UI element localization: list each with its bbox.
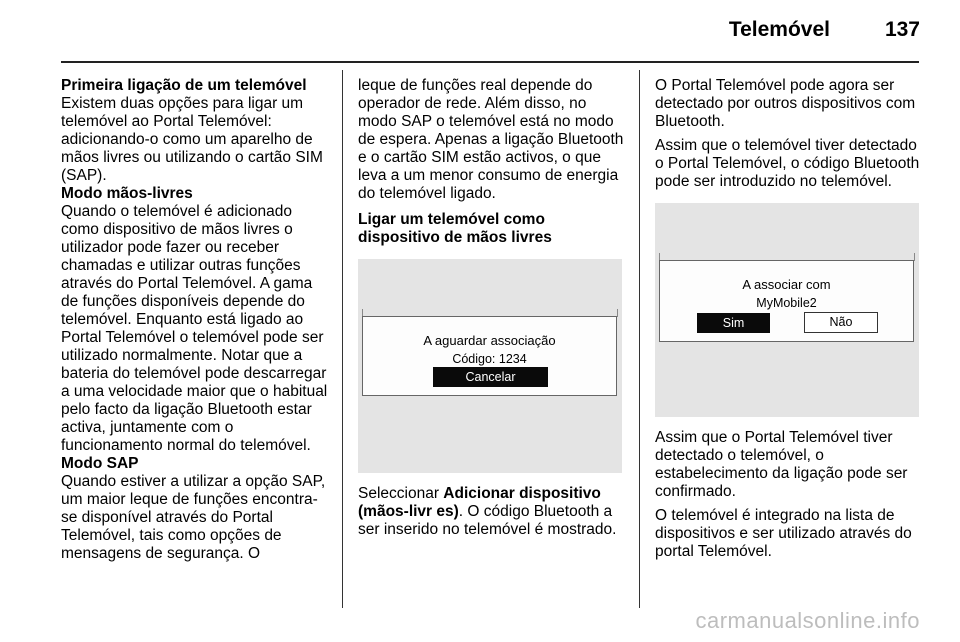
section-heading-sap-mode: Modo SAP bbox=[61, 455, 139, 472]
watermark: carmanualsonline.info bbox=[695, 608, 920, 633]
section-heading-connect-handsfree: Ligar um telemóvel como dispositivo de mãos livres bbox=[358, 211, 552, 246]
column-divider-1 bbox=[342, 70, 343, 608]
menu-item-add-device: Adicionar dispositivo (mãos-livr es) bbox=[358, 485, 601, 520]
column-1 bbox=[61, 77, 329, 563]
paragraph-enter-code: Assim que o telemóvel tiver detectado o Portal Telemóvel, o código Bluetooth pode ser introduzido no telemóvel. bbox=[655, 137, 920, 190]
paragraph-connection-options: Existem duas opções para ligar um telemóvel ao Portal Telemóvel: adicionando-o como um aparelho de mãos livres ou utilizando o cartão SIM (SAP). bbox=[61, 95, 323, 184]
dialog-device-name: MyMobile2 bbox=[756, 296, 817, 310]
paragraph-select-add-device bbox=[358, 485, 626, 539]
screen-image-pairing-with bbox=[655, 203, 919, 417]
header-divider bbox=[61, 61, 919, 63]
paragraph-confirm-connection: Assim que o Portal Telemóvel tiver detectado o telemóvel, o estabelecimento da ligação pode ser confirmado. bbox=[655, 429, 908, 500]
paragraph-device-list: O telemóvel é integrado na lista de dispositivos e ser utilizado através do portal Telemóvel. bbox=[655, 507, 912, 560]
column-2 bbox=[358, 77, 626, 539]
page-number: 137 bbox=[884, 18, 920, 41]
dialog-pairing-text: A associar com bbox=[742, 277, 831, 292]
dialog-awaiting-pairing bbox=[362, 316, 617, 396]
page-header-title: Telemóvel bbox=[728, 18, 830, 41]
dialog-pairing-code: Código: 1234 bbox=[452, 352, 527, 366]
column-3 bbox=[655, 77, 923, 561]
dialog-status-text: A aguardar associação bbox=[423, 333, 556, 348]
dialog-pairing-confirm bbox=[659, 260, 914, 342]
paragraph-sap-mode: Quando estiver a utilizar a opção SAP, um maior leque de funções encontra-se disponível através do Portal Telemóvel, tais como opções de mensagens de segurança. O bbox=[61, 473, 326, 562]
paragraph-handsfree-mode: Quando o telemóvel é adicionado como dispositivo de mãos livres o utilizador pode fazer ou receber chamadas e utilizar outras funções através do Portal Telemóvel. A gama de funções disponíveis depende do telemóvel. Enquanto está ligado ao Portal Telemóvel o telemóvel pode ser utilizado normalmente. Notar que a bateria do telemóvel pode descarregar a uma velocidade maior que o habitual pelo facto da ligação Bluetooth estar activa, juntamente com o funcionamento normal do telemóvel. bbox=[61, 203, 328, 454]
cancel-button[interactable]: Cancelar bbox=[433, 367, 548, 387]
yes-button[interactable]: Sim bbox=[697, 313, 770, 333]
text-select: Seleccionar bbox=[358, 485, 444, 502]
section-heading-handsfree-mode: Modo mãos-livres bbox=[61, 185, 193, 202]
column-divider-2 bbox=[639, 70, 640, 608]
no-button[interactable]: Não bbox=[804, 312, 878, 333]
screen-image-awaiting-pairing bbox=[358, 259, 622, 473]
text-code-shown: . O código Bluetooth a ser inserido no telemóvel é mostrado. bbox=[358, 503, 617, 538]
paragraph-portal-discoverable: O Portal Telemóvel pode agora ser detectado por outros dispositivos com Bluetooth. bbox=[655, 77, 916, 130]
section-heading-first-connection: Primeira ligação de um telemóvel bbox=[61, 77, 307, 94]
paragraph-sap-continued: leque de funções real depende do operador de rede. Além disso, no modo SAP o telemóvel está no modo de espera. Apenas a ligação Bluetooth e o cartão SIM estão activos, o que leva a um menor consumo de energia do telemóvel ligado. bbox=[358, 77, 624, 202]
